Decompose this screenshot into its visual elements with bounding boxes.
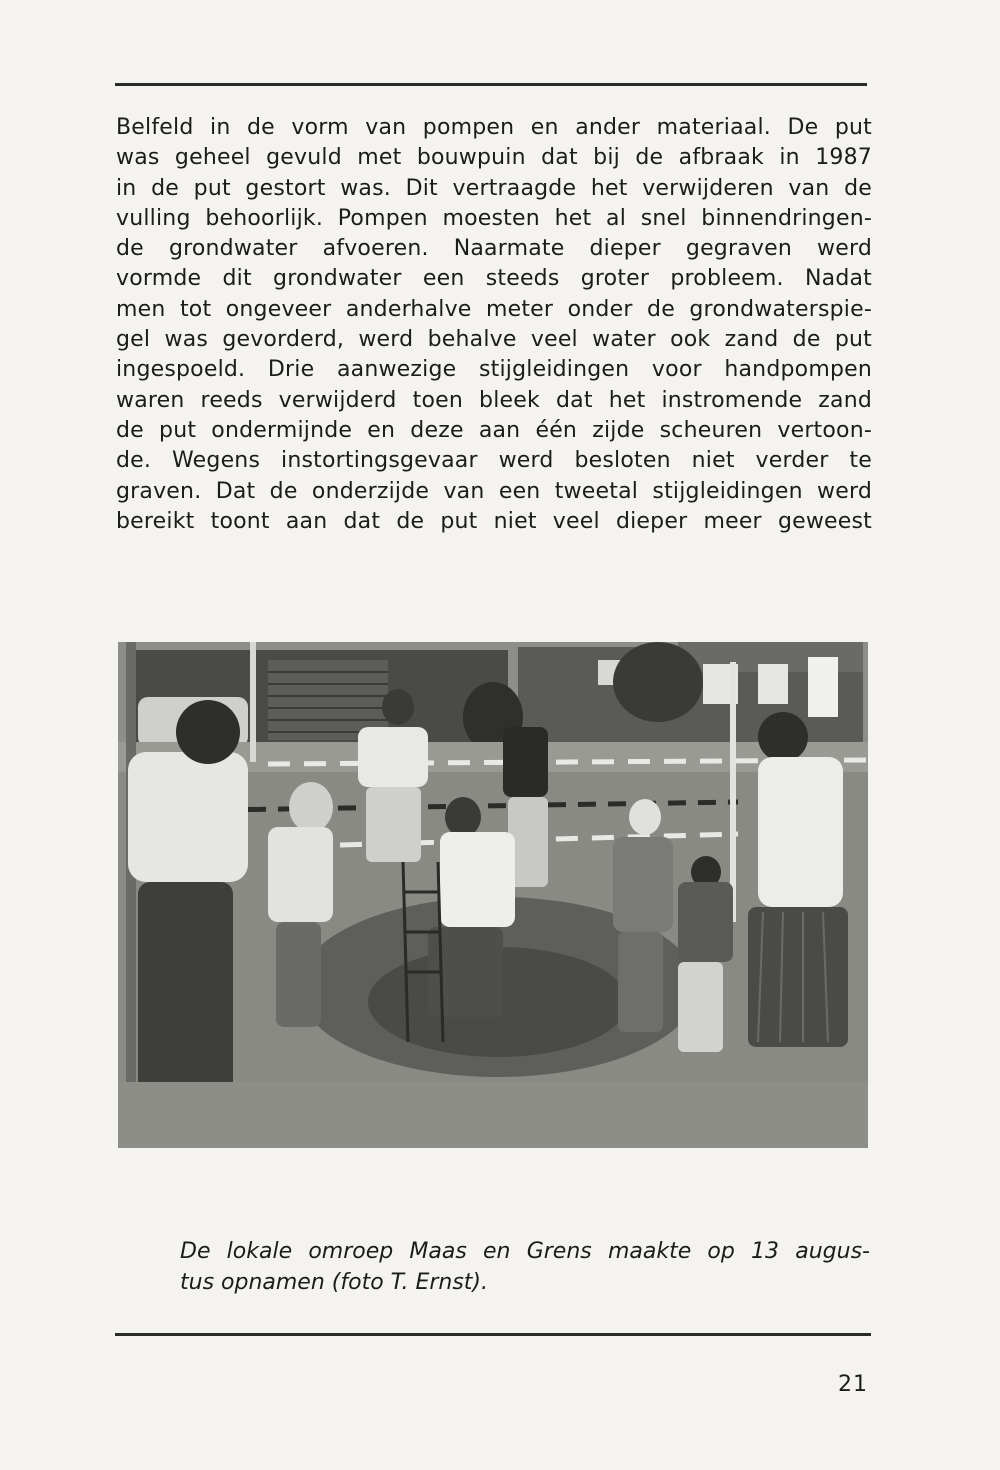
body-line: in de put gestort was. Dit vertraagde het verwijderen van de xyxy=(116,175,872,201)
excavation-photo xyxy=(118,642,868,1148)
body-line: de put ondermijnde en deze aan één zijde scheuren vertoon- xyxy=(116,417,872,443)
body-line: was geheel gevuld met bouwpuin dat bij de afbraak in 1987 xyxy=(116,145,872,171)
body-line: vormde dit grondwater een steeds groter probleem. Nadat xyxy=(116,266,872,292)
page-number: 21 xyxy=(838,1372,868,1397)
body-line: bereikt toont aan dat de put niet veel dieper meer geweest xyxy=(116,508,872,534)
caption-line: tus opnamen (foto T. Ernst). xyxy=(180,1270,489,1295)
body-line: men tot ongeveer anderhalve meter onder de grondwaterspie- xyxy=(116,296,872,322)
body-text xyxy=(116,113,872,537)
bottom-rule xyxy=(115,1333,871,1336)
body-line: gel was gevorderd, werd behalve veel water ook zand de put xyxy=(116,327,872,353)
body-line: de. Wegens instortingsgevaar werd besloten niet verder te xyxy=(116,448,872,474)
top-rule xyxy=(115,83,867,86)
photo-caption xyxy=(180,1236,870,1298)
caption-line: De lokale omroep Maas en Grens maakte op 13 augus- xyxy=(180,1239,870,1264)
body-line: waren reeds verwijderd toen bleek dat het instromende zand xyxy=(116,387,872,413)
body-line: graven. Dat de onderzijde van een tweetal stijgleidingen werd xyxy=(116,478,872,504)
body-line: Belfeld in de vorm van pompen en ander materiaal. De put xyxy=(116,115,872,140)
body-line: vulling behoorlijk. Pompen moesten het al snel binnendringen- xyxy=(116,205,872,231)
body-line: de grondwater afvoeren. Naarmate dieper gegraven werd xyxy=(116,236,872,262)
body-line: ingespoeld. Drie aanwezige stijgleidingen voor handpompen xyxy=(116,357,872,383)
